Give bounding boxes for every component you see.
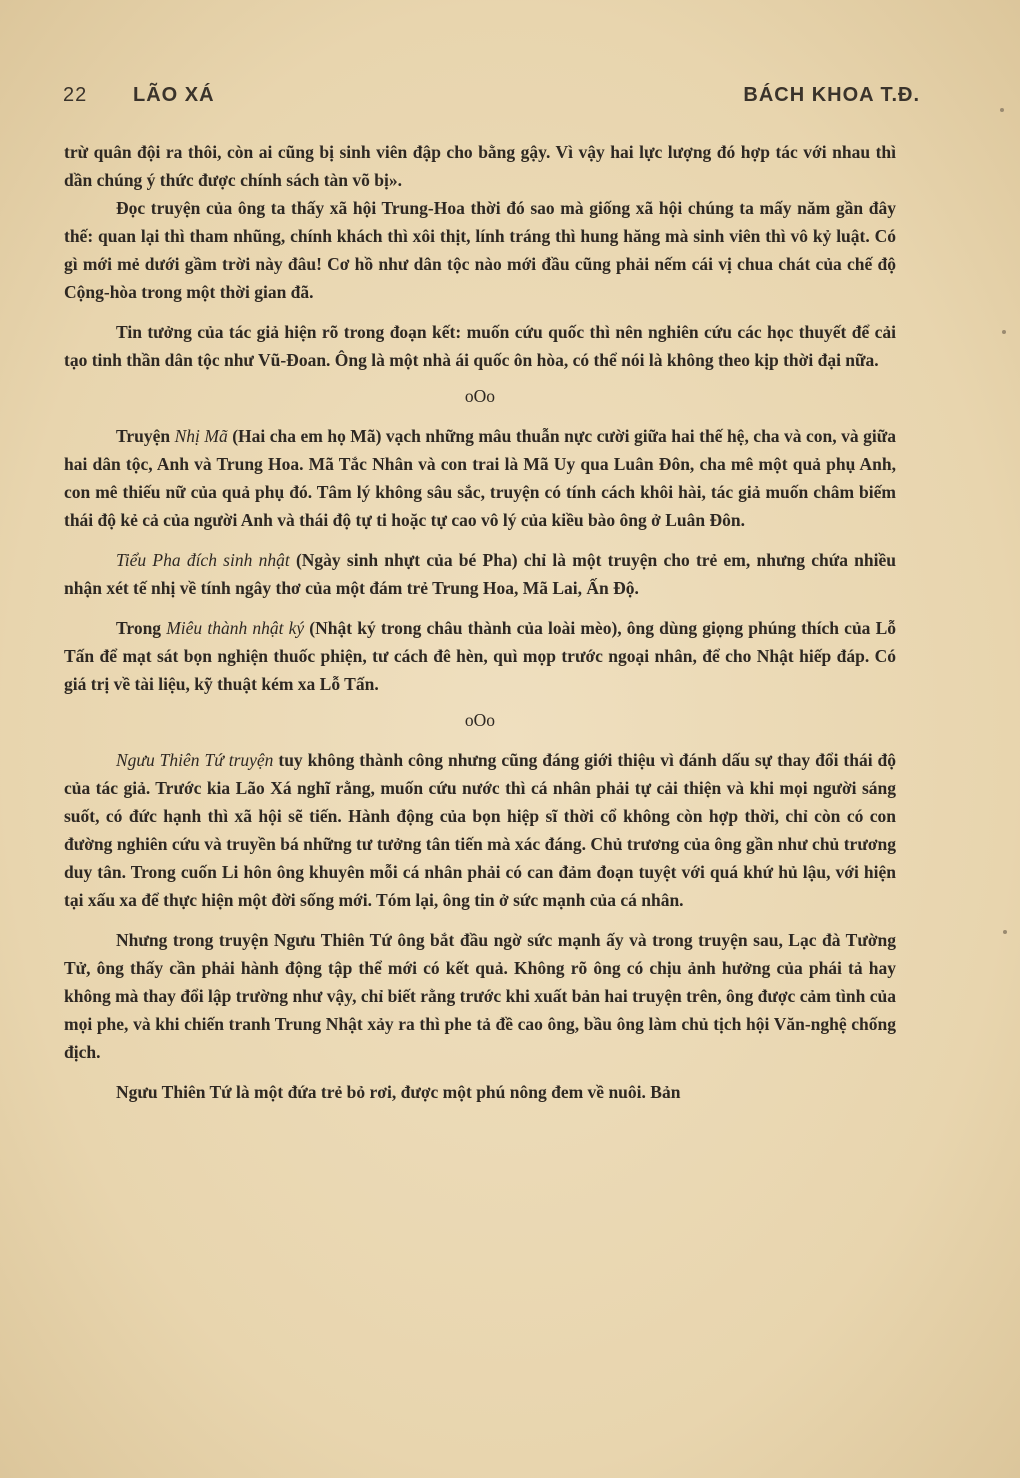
section-separator: oOo [464, 710, 496, 730]
paper-speck [1003, 930, 1007, 934]
book-title: Ngưu Thiên Tứ truyện [116, 750, 274, 770]
running-author: LÃO XÁ [133, 84, 215, 106]
page-header [63, 84, 920, 114]
paper-speck [1000, 108, 1004, 112]
paragraph: Nhưng trong truyện Ngưu Thiên Tứ ông bắt đầu ngờ sức mạnh ấy và trong truyện sau, Lạc đà Tường Tử, ông thấy cần phải hành động tập thể mới có kết quả. Không rõ ông có chịu ảnh hưởng của phái tả hay không mà thay đổi lập trường như vậy, chỉ biết rằng trước khi xuất bản hai truyện trên, ông được cảm tình của mọi phe, và khi chiến tranh Trung Nhật xảy ra thì phe tả đề cao ông, bầu ông làm chủ tịch hội Văn-nghệ chống địch. [64, 930, 896, 1062]
page-number: 22 [63, 84, 88, 106]
section-separator: oOo [464, 386, 496, 406]
paper-speck [1002, 330, 1006, 334]
article-body [64, 138, 896, 1106]
paragraph: Truyện Nhị Mã (Hai cha em họ Mã) vạch những mâu thuẫn nực cười giữa hai thế hệ, cha và con, và giữa hai dân tộc, Anh và Trung Hoa. Mã Tắc Nhân và con trai là Mã Uy qua Luân Đôn, cha mê một quả phụ Anh, con mê thiếu nữ của quả phụ đó. Tâm lý không sâu sắc, truyện có tính cách khôi hài, tác giả muốn châm biếm thái độ kẻ cả của người Anh và thái độ tự ti hoặc tự cao vô lý của kiều bào ông ở Luân Đôn. [64, 426, 897, 530]
paragraph: Tin tưởng của tác giả hiện rõ trong đoạn kết: muốn cứu quốc thì nên nghiên cứu các học thuyết để cải tạo tinh thần dân tộc như Vũ-Đoan. Ông là một nhà ái quốc ôn hòa, có thể nói là không theo kịp thời đại nữa. [64, 322, 896, 370]
paragraph: Trong Miêu thành nhật ký (Nhật ký trong châu thành của loài mèo), ông dùng giọng phúng thích của Lỗ Tấn để mạt sát bọn nghiện thuốc phiện, tư cách đê hèn, quì mọp trước ngoại nhân, để cho Nhật hiếp đáp. Có giá trị về tài liệu, kỹ thuật kém xa Lỗ Tấn. [64, 618, 896, 694]
paragraph: Ngưu Thiên Tứ là một đứa trẻ bỏ rơi, được một phú nông đem về nuôi. Bản [116, 1082, 681, 1102]
paragraph: Ngưu Thiên Tứ truyện tuy không thành công nhưng cũng đáng giới thiệu vì đánh dấu sự thay đổi thái độ của tác giả. Trước kia Lão Xá nghĩ rằng, muốn cứu nước thì cá nhân phải tự cải thiện và khi mọi người sáng suốt, có đức hạnh thì xã hội sẽ tiến. Hành động của bọn hiệp sĩ thời cổ không còn hợp thời, chỉ còn có con đường nghiên cứu và truyền bá những tư tưởng tân tiến mà xác đáng. Chủ trương của ông gần như chủ trương duy tân. Trong cuốn Li hôn ông khuyên mỗi cá nhân phải có can đảm đoạn tuyệt với quá khứ hủ lậu, với hiện tại xấu xa để thực hiện một đời sống mới. Tóm lại, ông tin ở sức mạnh của cá nhân. [64, 750, 896, 910]
book-title: Tiểu Pha đích sinh nhật [116, 550, 290, 570]
paragraph: trừ quân đội ra thôi, còn ai cũng bị sinh viên đập cho bằng gậy. Vì vậy hai lực lượng đó hợp tác với nhau thì dần chúng ý thức được chính sách tàn võ bị». [64, 142, 896, 190]
paragraph: Đọc truyện của ông ta thấy xã hội Trung-Hoa thời đó sao mà giống xã hội chúng ta mấy năm gần đây thế: quan lại thì tham nhũng, chính khách thì xôi thịt, lính tráng thì hung hăng mà sinh viên thì vô kỷ luật. Có gì mới mẻ dưới gầm trời này đâu! Cơ hồ như dân tộc nào mới đầu cũng phải nếm cái vị chua chát của chế độ Cộng-hòa trong một thời gian đã. [64, 198, 896, 302]
book-title: Nhị Mã [174, 426, 228, 446]
paragraph: Tiểu Pha đích sinh nhật (Ngày sinh nhựt của bé Pha) chỉ là một truyện cho trẻ em, nhưng chứa nhiều nhận xét tế nhị về tính ngây thơ của một đám trẻ Trung Hoa, Mã Lai, Ấn Độ. [64, 550, 897, 598]
running-journal: BÁCH KHOA T.Đ. [743, 84, 920, 106]
book-title: Miêu thành nhật ký [166, 618, 305, 638]
